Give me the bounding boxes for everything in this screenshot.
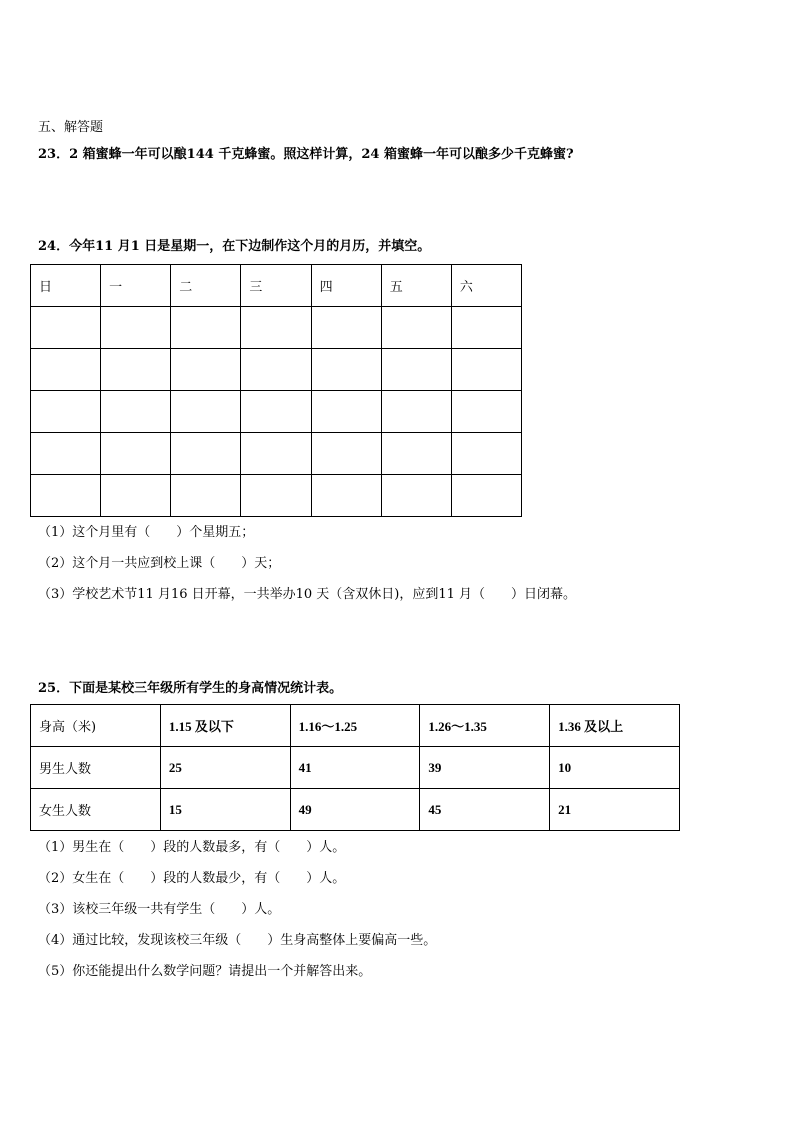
weekday-header: 五 bbox=[381, 265, 451, 307]
calendar-cell[interactable] bbox=[451, 433, 521, 475]
calendar-cell[interactable] bbox=[31, 307, 101, 349]
question-25-sub-5: （5）你还能提出什么数学问题？请提出一个并解答出来。 bbox=[38, 964, 372, 979]
question-23: 23．2 箱蜜蜂一年可以酿144 千克蜂蜜。照这样计算，24 箱蜜蜂一年可以酿多少千克蜂蜜? bbox=[38, 147, 574, 162]
header-cell: 1.16～1.25 bbox=[290, 705, 420, 747]
calendar-cell[interactable] bbox=[171, 307, 241, 349]
calendar-cell[interactable] bbox=[241, 433, 311, 475]
calendar-cell[interactable] bbox=[311, 307, 381, 349]
calendar-cell[interactable] bbox=[101, 433, 171, 475]
calendar-cell[interactable] bbox=[381, 475, 451, 517]
calendar-cell[interactable] bbox=[381, 391, 451, 433]
question-24-sub-2: （2）这个月一共应到校上课（ ）天； bbox=[38, 556, 281, 571]
calendar-cell[interactable] bbox=[241, 307, 311, 349]
calendar-cell[interactable] bbox=[451, 349, 521, 391]
calendar-cell[interactable] bbox=[171, 475, 241, 517]
table-cell: 39 bbox=[420, 747, 550, 789]
table-header-row bbox=[31, 705, 680, 747]
header-cell: 身高（米) bbox=[31, 705, 161, 747]
weekday-header: 二 bbox=[171, 265, 241, 307]
weekday-header: 一 bbox=[101, 265, 171, 307]
row-label: 女生人数 bbox=[31, 789, 161, 831]
question-25-sub-4: （4）通过比较，发现该校三年级（ ）生身高整体上要偏高一些。 bbox=[38, 933, 437, 948]
question-24: 24．今年11 月1 日是星期一，在下边制作这个月的月历，并填空。 bbox=[38, 239, 431, 254]
table-row-girls bbox=[31, 789, 680, 831]
calendar-cell[interactable] bbox=[241, 475, 311, 517]
calendar-cell[interactable] bbox=[381, 433, 451, 475]
question-25-sub-3: （3）该校三年级一共有学生（ ）人。 bbox=[38, 902, 281, 917]
calendar-cell[interactable] bbox=[31, 433, 101, 475]
calendar-cell[interactable] bbox=[451, 475, 521, 517]
question-25-sub-2: （2）女生在（ ）段的人数最少，有（ ）人。 bbox=[38, 871, 346, 886]
question-24-sub-3: （3）学校艺术节11 月16 日开幕，一共举办10 天（含双休日)，应到11 月（ ）日闭幕。 bbox=[38, 587, 577, 602]
calendar-cell[interactable] bbox=[101, 475, 171, 517]
calendar-table bbox=[30, 264, 522, 517]
question-25: 25．下面是某校三年级所有学生的身高情况统计表。 bbox=[38, 681, 343, 696]
section-title: 五、解答题 bbox=[38, 120, 104, 135]
calendar-row bbox=[31, 391, 522, 433]
weekday-header: 三 bbox=[241, 265, 311, 307]
calendar-row bbox=[31, 433, 522, 475]
calendar-header-row bbox=[31, 265, 522, 307]
calendar-cell[interactable] bbox=[241, 391, 311, 433]
question-24-sub-1: （1）这个月里有（ ）个星期五； bbox=[38, 525, 255, 540]
height-stats-table bbox=[30, 704, 680, 831]
calendar-cell[interactable] bbox=[311, 391, 381, 433]
calendar-cell[interactable] bbox=[311, 475, 381, 517]
calendar-cell[interactable] bbox=[381, 349, 451, 391]
calendar-cell[interactable] bbox=[31, 391, 101, 433]
calendar-cell[interactable] bbox=[171, 433, 241, 475]
calendar-cell[interactable] bbox=[311, 349, 381, 391]
header-cell: 1.36 及以上 bbox=[550, 705, 680, 747]
calendar-cell[interactable] bbox=[101, 349, 171, 391]
calendar-cell[interactable] bbox=[381, 307, 451, 349]
calendar-cell[interactable] bbox=[31, 475, 101, 517]
calendar-cell[interactable] bbox=[31, 349, 101, 391]
table-row-boys bbox=[31, 747, 680, 789]
calendar-cell[interactable] bbox=[241, 349, 311, 391]
calendar-row bbox=[31, 349, 522, 391]
table-cell: 21 bbox=[550, 789, 680, 831]
table-cell: 41 bbox=[290, 747, 420, 789]
calendar-cell[interactable] bbox=[171, 391, 241, 433]
weekday-header: 日 bbox=[31, 265, 101, 307]
question-25-sub-1: （1）男生在（ ）段的人数最多，有（ ）人。 bbox=[38, 840, 346, 855]
header-cell: 1.26～1.35 bbox=[420, 705, 550, 747]
table-cell: 15 bbox=[160, 789, 290, 831]
calendar-cell[interactable] bbox=[311, 433, 381, 475]
weekday-header: 四 bbox=[311, 265, 381, 307]
calendar-row bbox=[31, 475, 522, 517]
header-cell: 1.15 及以下 bbox=[160, 705, 290, 747]
table-cell: 49 bbox=[290, 789, 420, 831]
table-cell: 10 bbox=[550, 747, 680, 789]
calendar-cell[interactable] bbox=[451, 307, 521, 349]
table-cell: 25 bbox=[160, 747, 290, 789]
calendar-row bbox=[31, 307, 522, 349]
calendar-cell[interactable] bbox=[101, 391, 171, 433]
calendar-cell[interactable] bbox=[171, 349, 241, 391]
calendar-cell[interactable] bbox=[101, 307, 171, 349]
weekday-header: 六 bbox=[451, 265, 521, 307]
row-label: 男生人数 bbox=[31, 747, 161, 789]
table-cell: 45 bbox=[420, 789, 550, 831]
calendar-cell[interactable] bbox=[451, 391, 521, 433]
